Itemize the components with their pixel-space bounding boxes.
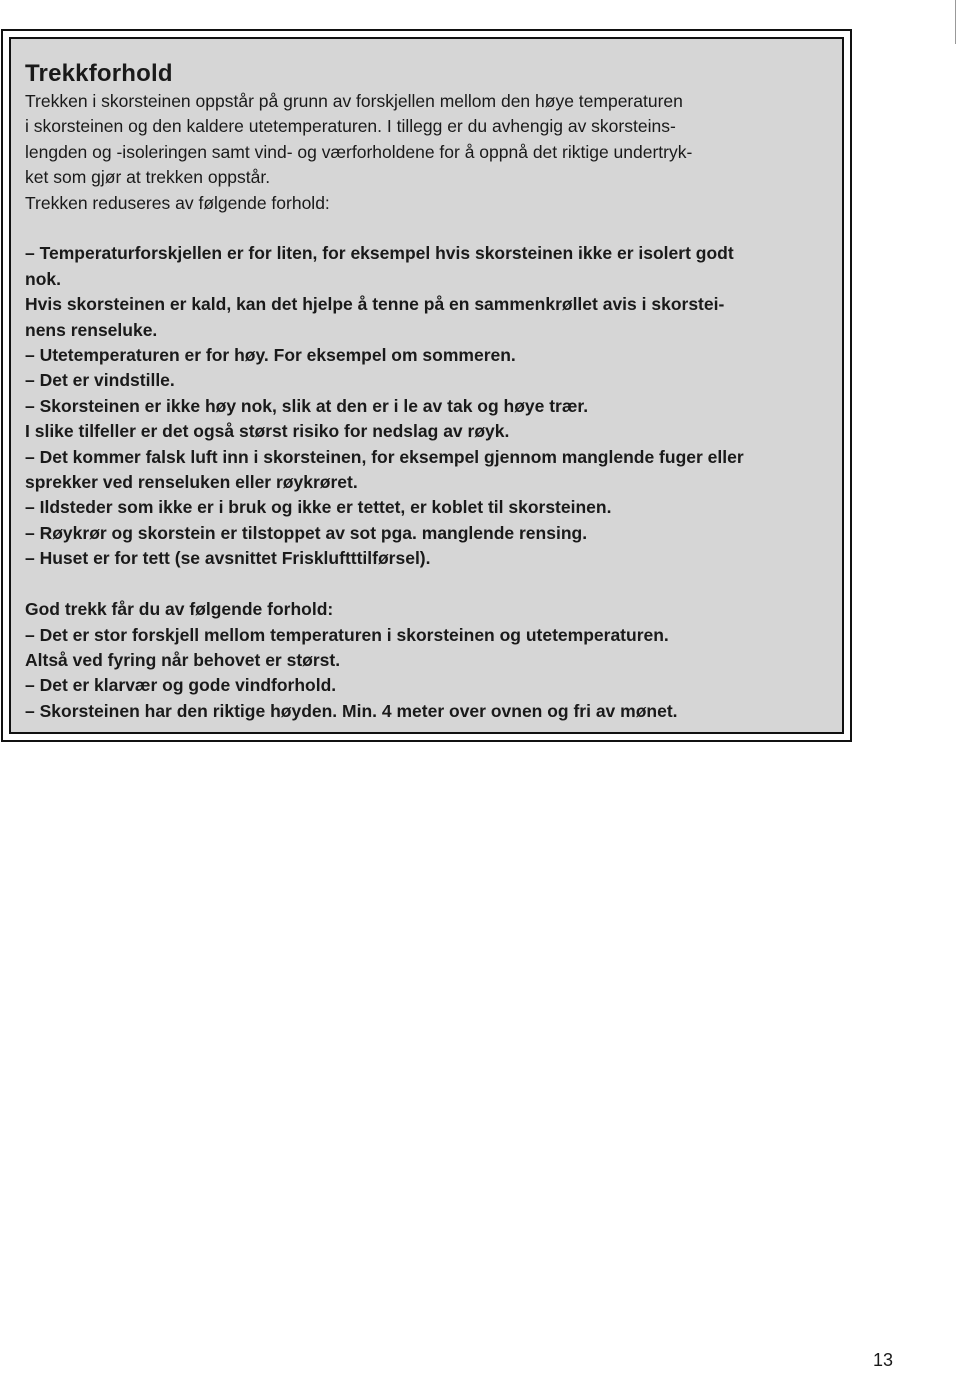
reduced-item: Hvis skorsteinen er kald, kan det hjelpe å tenne på en sammenkrøllet avis i skorstei- [25, 294, 725, 315]
good-item: Altså ved fyring når behovet er størst. [25, 649, 341, 670]
reduced-item: sprekker ved renseluken eller røykrøret. [25, 472, 358, 493]
intro-line: ket som gjør at trekken oppstår. [25, 167, 271, 188]
section-title: Trekkforhold [25, 60, 173, 87]
good-heading: God trekk får du av følgende forhold: [25, 599, 334, 620]
page-edge-mark [955, 0, 960, 44]
reduced-item: – Det kommer falsk luft inn i skorsteinen, for eksempel gjennom manglende fuger eller [25, 446, 744, 467]
intro-line: Trekken i skorsteinen oppstår på grunn av forskjellen mellom den høye temperaturen [25, 91, 683, 111]
reduced-item: – Huset er for tett (se avsnittet Friskluftttilførsel). [25, 548, 431, 569]
reduced-item: – Det er vindstille. [25, 370, 175, 391]
reduced-item: nens renseluke. [25, 319, 158, 340]
reduced-heading: Trekken reduseres av følgende forhold: [25, 192, 330, 213]
good-item: – Det er stor forskjell mellom temperaturen i skorsteinen og utetemperaturen. [25, 624, 669, 645]
intro-line: i skorsteinen og den kaldere utetemperaturen. I tillegg er du avhengig av skorsteins- [25, 116, 676, 137]
info-box-frame [1, 29, 852, 742]
reduced-item: nok. [25, 268, 61, 289]
paragraph-spacer [25, 216, 828, 241]
reduced-item: – Røykrør og skorstein er tilstoppet av sot pga. manglende rensing. [25, 522, 588, 543]
reduced-item: – Skorsteinen er ikke høy nok, slik at den er i le av tak og høye trær. [25, 395, 589, 416]
paragraph-spacer [25, 572, 828, 597]
good-item: – Skorsteinen har den riktige høyden. Min. 4 meter over ovnen og fri av mønet. [25, 700, 678, 721]
reduced-item: – Temperaturforskjellen er for liten, for eksempel hvis skorsteinen ikke er isolert godt [25, 243, 734, 264]
good-item: – Det er klarvær og gode vindforhold. [25, 675, 337, 696]
reduced-item: – Utetemperaturen er for høy. For eksempel om sommeren. [25, 345, 516, 366]
page-number: 13 [872, 1350, 893, 1370]
reduced-item: I slike tilfeller er det også størst risiko for nedslag av røyk. [25, 421, 510, 442]
reduced-item: – Ildsteder som ikke er i bruk og ikke er tettet, er koblet til skorsteinen. [25, 497, 612, 518]
intro-line: lengden og -isoleringen samt vind- og værforholdene for å oppnå det riktige undertryk- [25, 141, 693, 162]
info-box [9, 37, 844, 734]
